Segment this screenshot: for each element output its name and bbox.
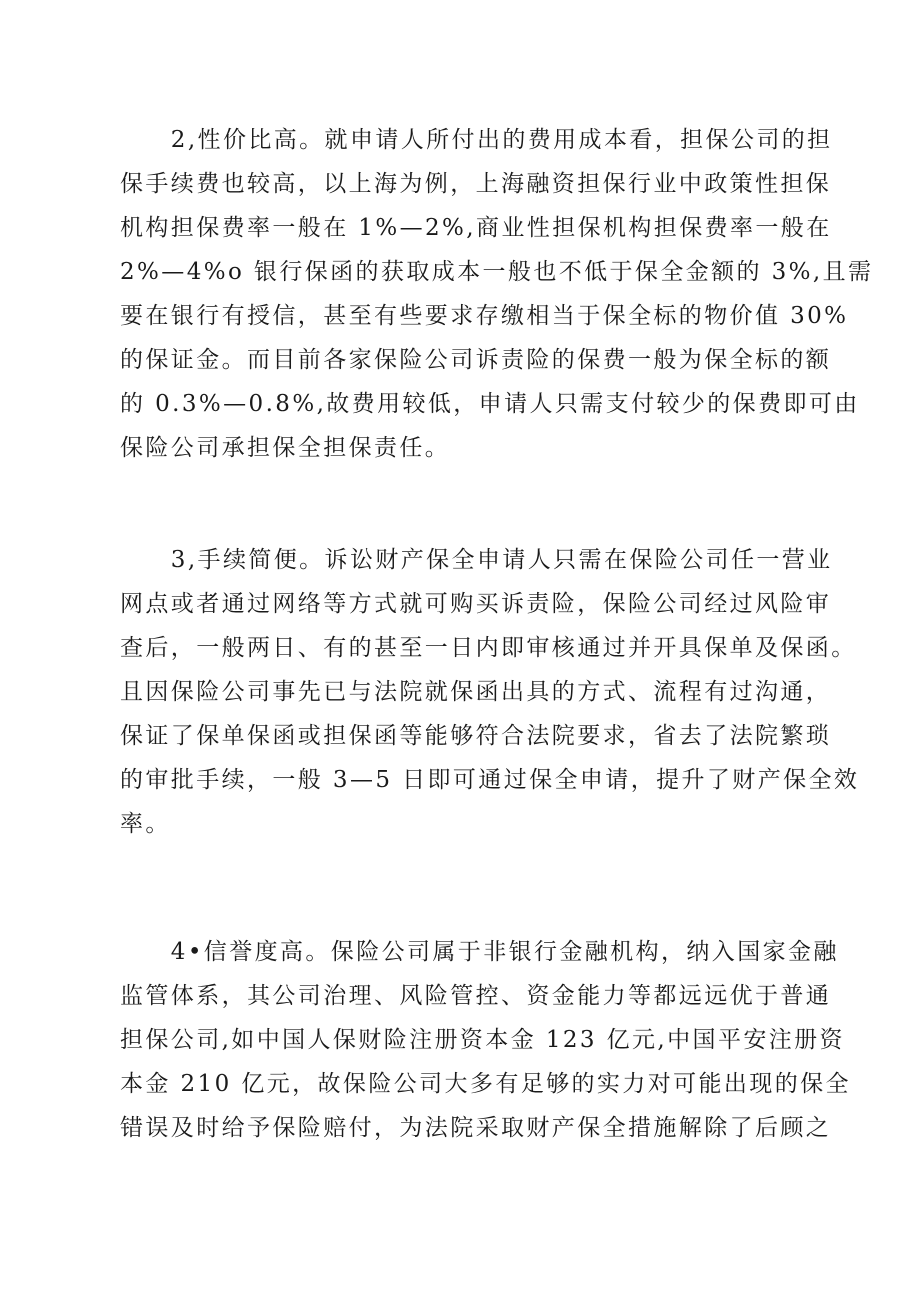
paragraph-line: 网点或者通过网络等方式就可购买诉责险，保险公司经过风险审 bbox=[120, 591, 832, 617]
paragraph-line: 2%—4%o 银行保函的获取成本一般也不低于保全金额的 3%,且需 bbox=[120, 259, 874, 285]
paragraph-line: 保手续费也较高，以上海为例，上海融资担保行业中政策性担保 bbox=[120, 171, 832, 197]
paragraph-high-credibility bbox=[120, 930, 851, 1150]
paragraph-line: 的审批手续，一般 3—5 日即可通过保全申请，提升了财产保全效 bbox=[120, 767, 860, 793]
paragraph-line: 监管体系，其公司治理、风险管控、资金能力等都远远优于普通 bbox=[120, 983, 832, 1009]
paragraph-line: 2,性价比高。就申请人所付出的费用成本看，担保公司的担 bbox=[120, 127, 833, 153]
paragraph-simple-procedure bbox=[120, 538, 860, 846]
paragraph-line: 4•信誉度高。保险公司属于非银行金融机构，纳入国家金融 bbox=[120, 939, 839, 965]
paragraph-line: 查后，一般两日、有的甚至一日内即审核通过并开具保单及保函。 bbox=[120, 635, 857, 661]
paragraph-line: 率。 bbox=[120, 811, 171, 837]
paragraph-line: 要在银行有授信，甚至有些要求存缴相当于保全标的物价值 30% bbox=[120, 303, 849, 329]
paragraph-line: 的 0.3%—0.8%,故费用较低，申请人只需支付较少的保费即可由 bbox=[120, 391, 860, 417]
paragraph-cost-effectiveness bbox=[120, 118, 874, 470]
paragraph-line: 本金 210 亿元，故保险公司大多有足够的实力对可能出现的保全 bbox=[120, 1071, 851, 1097]
paragraph-line: 保险公司承担保全担保责任。 bbox=[120, 435, 451, 461]
paragraph-line: 错误及时给予保险赔付，为法院采取财产保全措施解除了后顾之 bbox=[120, 1115, 832, 1141]
paragraph-line: 且因保险公司事先已与法院就保函出具的方式、流程有过沟通， bbox=[120, 679, 832, 705]
paragraph-line: 保证了保单保函或担保函等能够符合法院要求，省去了法院繁琐 bbox=[120, 723, 832, 749]
paragraph-line: 3,手续简便。诉讼财产保全申请人只需在保险公司任一营业 bbox=[120, 547, 833, 573]
paragraph-line: 担保公司,如中国人保财险注册资本金 123 亿元,中国平安注册资 bbox=[120, 1027, 845, 1053]
paragraph-line: 的保证金。而目前各家保险公司诉责险的保费一般为保全标的额 bbox=[120, 347, 832, 373]
paragraph-line: 机构担保费率一般在 1%—2%,商业性担保机构担保费率一般在 bbox=[120, 215, 832, 241]
